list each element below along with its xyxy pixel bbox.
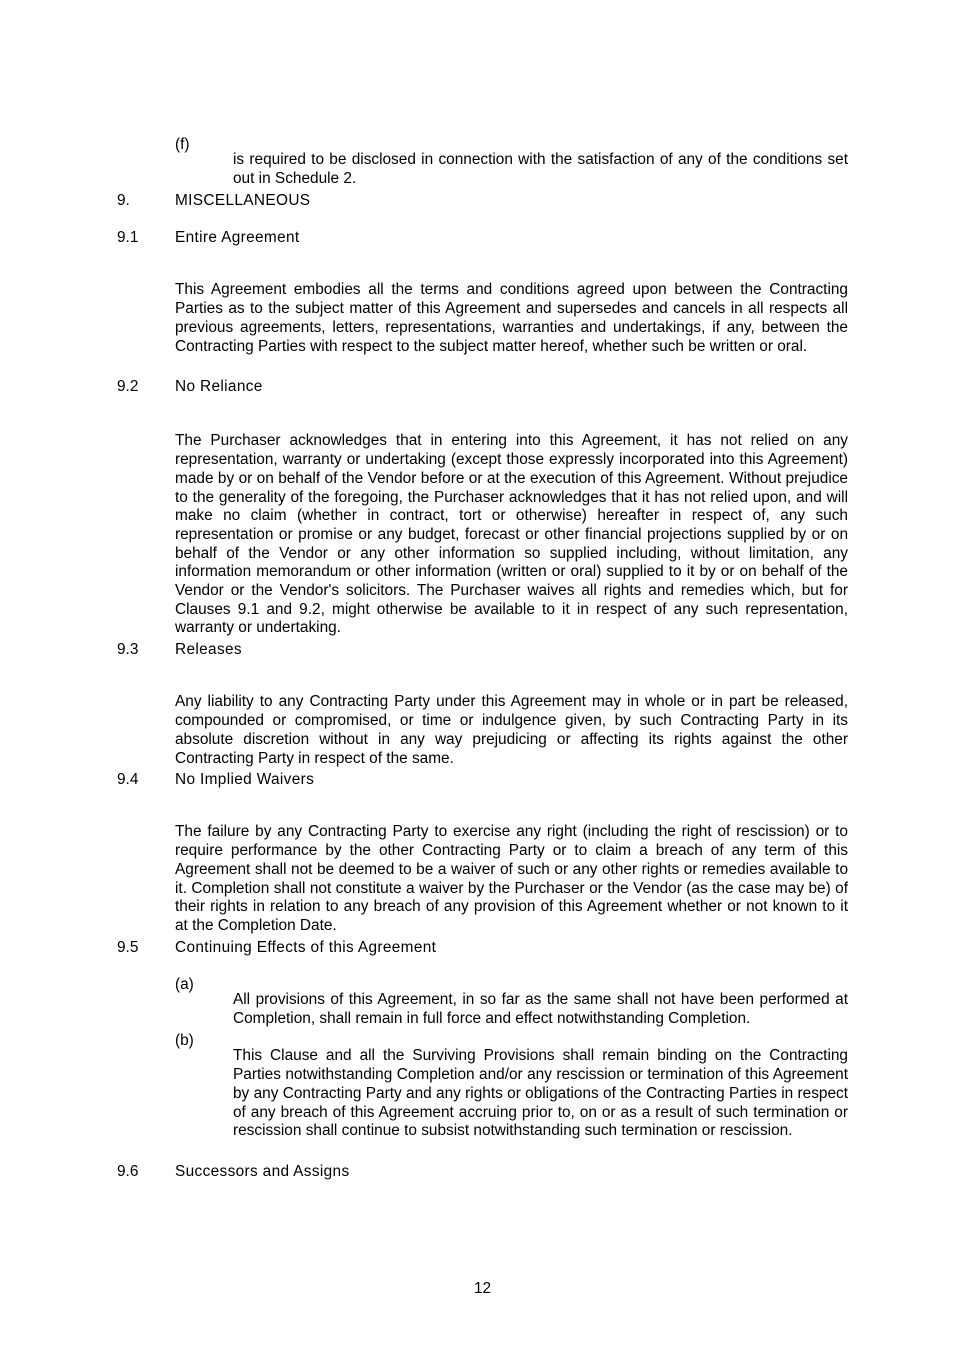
- clause-9-4-number: 9.4: [117, 771, 139, 788]
- clause-9-6-number: 9.6: [117, 1163, 139, 1180]
- section-9-title: MISCELLANEOUS: [175, 192, 311, 209]
- clause-9-5-item-b-text: This Clause and all the Surviving Provisions shall remain binding on the Contracting Parties notwithstanding Completion and/or any rescission or termination of this Agreement by any Contracting Party and any rights or obligations of the Contracting Parties in respect of any breach of this Agreement accruing prior to, on or as a result of such termination or rescission shall continue to subsist notwithstanding such termination or rescission.: [233, 1047, 848, 1140]
- clause-9-1-body: This Agreement embodies all the terms and conditions agreed upon between the Contracting Parties as to the subject matter of this Agreement and supersedes and cancels in all respects all previous agreements, letters, representations, warranties and undertakings, if any, between the Contracting Parties with respect to the subject matter hereof, whether such be written or oral.: [175, 281, 848, 355]
- clause-9-4-title: No Implied Waivers: [175, 771, 315, 788]
- clause-9-5-item-a-text: All provisions of this Agreement, in so far as the same shall not have been performed at Completion, shall remain in full force and effect notwithstanding Completion.: [233, 991, 848, 1028]
- clause-9-3-title: Releases: [175, 641, 242, 658]
- clause-9-6-title: Successors and Assigns: [175, 1163, 350, 1180]
- item-f-label: (f): [175, 136, 190, 153]
- clause-9-5-number: 9.5: [117, 939, 139, 956]
- page-number: 12: [473, 1280, 492, 1297]
- clause-9-4-body: The failure by any Contracting Party to exercise any right (including the right of rescission) or to require performance by the other Contracting Party or to claim a breach of any term of this Agreement shall not be deemed to be a waiver of such or any other rights or remedies available to it. Completion shall not constitute a waiver by the Purchaser or the Vendor (as the case may be) of their rights in relation to any breach of any provision of this Agreement whether or not known to it at the Completion Date.: [175, 823, 848, 934]
- section-9-number: 9.: [117, 192, 130, 209]
- clause-9-1-number: 9.1: [117, 229, 139, 246]
- clause-9-3-number: 9.3: [117, 641, 139, 658]
- clause-9-2-number: 9.2: [117, 378, 139, 395]
- clause-9-2-title: No Reliance: [175, 378, 263, 395]
- clause-9-5-item-b-label: (b): [175, 1032, 194, 1049]
- clause-9-5-item-a-label: (a): [175, 976, 194, 993]
- item-f-text: is required to be disclosed in connection with the satisfaction of any of the conditions set out in Schedule 2.: [233, 151, 848, 188]
- clause-9-3-body: Any liability to any Contracting Party under this Agreement may in whole or in part be released, compounded or compromised, or time or indulgence given, by such Contracting Party in its absolute discretion without in any way prejudicing or affecting its rights against the other Contracting Party in respect of the same.: [175, 693, 848, 767]
- clause-9-1-title: Entire Agreement: [175, 229, 300, 246]
- clause-9-5-title: Continuing Effects of this Agreement: [175, 939, 437, 956]
- clause-9-2-body: The Purchaser acknowledges that in entering into this Agreement, it has not relied on any representation, warranty or undertaking (except those expressly incorporated into this Agreement) made by or on behalf of the Vendor before or at the execution of this Agreement. Without prejudice to the generality of the foregoing, the Purchaser acknowledges that it has not relied upon, and will make no claim (whether in contract, tort or otherwise) hereafter in respect of, any such representation or promise or any budget, forecast or other financial projections supplied by or on behalf of the Vendor or any other information so supplied including, without limitation, any information memorandum or other information (written or oral) supplied to it by or on behalf of the Vendor or the Vendor's solicitors. The Purchaser waives all rights and remedies which, but for Clauses 9.1 and 9.2, might otherwise be available to it in respect of any such representation, warranty or undertaking.: [175, 432, 848, 637]
